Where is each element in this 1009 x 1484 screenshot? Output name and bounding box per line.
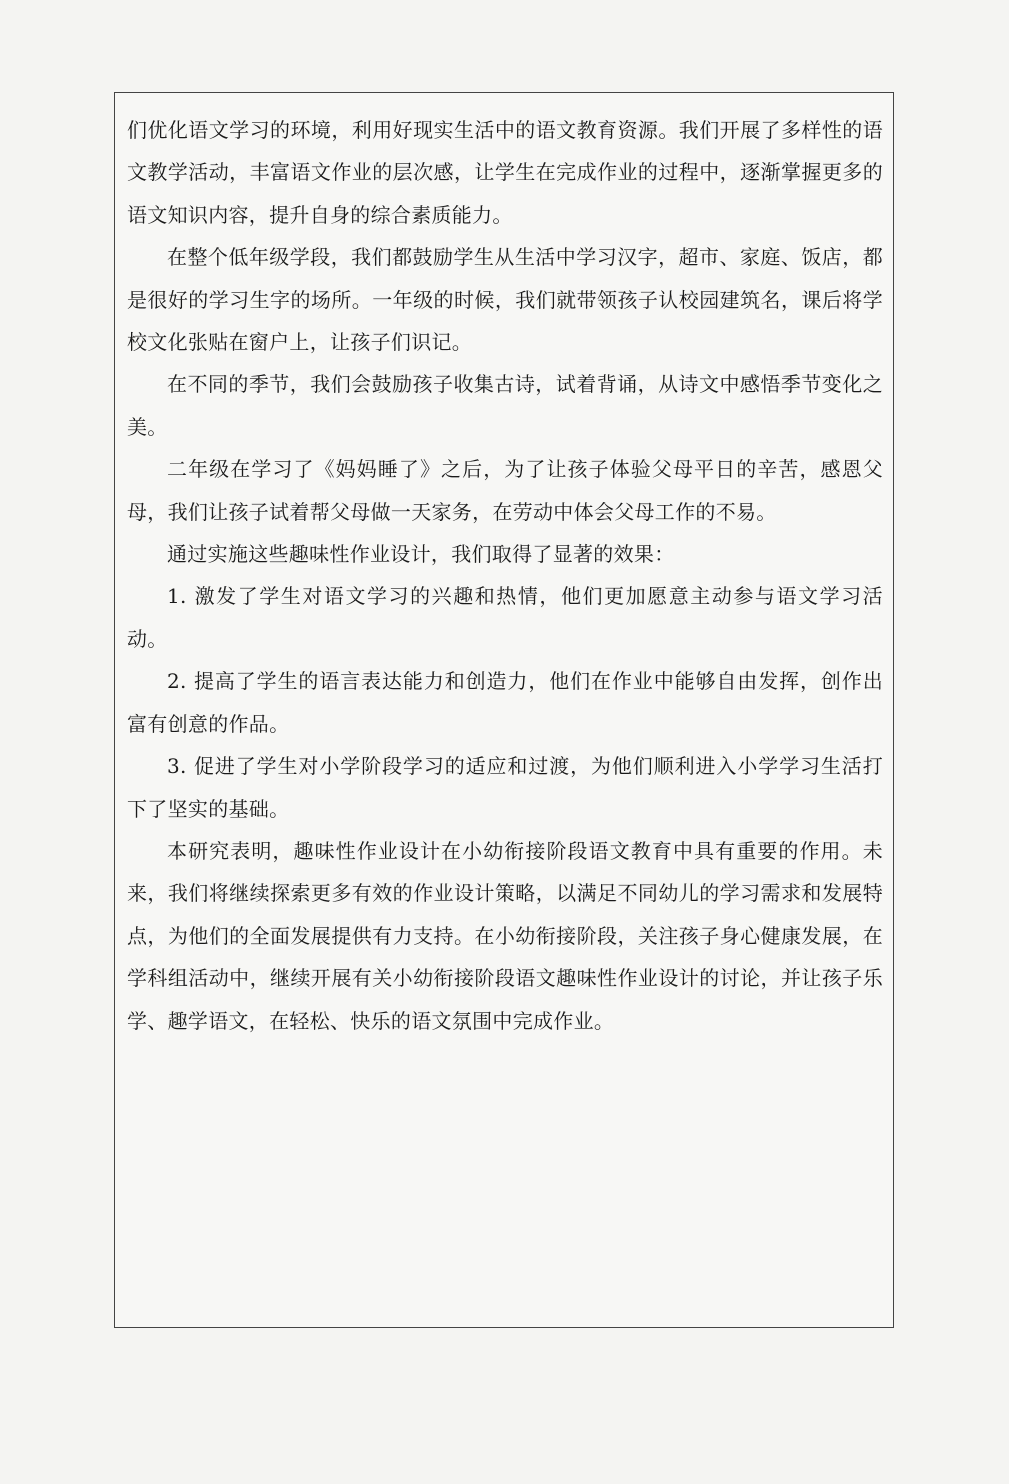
- paragraph-grade-two: 二年级在学习了《妈妈睡了》之后，为了让孩子体验父母平日的辛苦，感恩父母，我们让孩子试着帮父母做一天家务，在劳动中体会父母工作的不易。: [127, 457, 883, 524]
- list-item-effect-1: 1. 激发了学生对语文学习的兴趣和热情，他们更加愿意主动参与语文学习活动。: [127, 584, 883, 651]
- list-item-effect-3: 3. 促进了学生对小学阶段学习的适应和过渡，为他们顺利进入小学学习生活打下了坚实的基础。: [127, 754, 883, 821]
- paragraph-hanzi-learning: 在整个低年级学段，我们都鼓励学生从生活中学习汉字，超市、家庭、饭店，都是很好的学习生字的场所。一年级的时候，我们就带领孩子认校园建筑名，课后将学校文化张贴在窗户上，让孩子们识记。: [127, 245, 883, 355]
- document-body: [127, 109, 883, 1042]
- paragraph-seasons: 在不同的季节，我们会鼓励孩子收集古诗，试着背诵，从诗文中感悟季节变化之美。: [127, 372, 883, 439]
- list-item-effect-2: 2. 提高了学生的语言表达能力和创造力，他们在作业中能够自由发挥，创作出富有创意的作品。: [127, 669, 883, 736]
- paragraph-conclusion: 本研究表明，趣味性作业设计在小幼衔接阶段语文教育中具有重要的作用。未来，我们将继续探索更多有效的作业设计策略，以满足不同幼儿的学习需求和发展特点，为他们的全面发展提供有力支持。在小幼衔接阶段，关注孩子身心健康发展，在学科组活动中，继续开展有关小幼衔接阶段语文趣味性作业设计的讨论，并让孩子乐学、趣学语文，在轻松、快乐的语文氛围中完成作业。: [127, 838, 883, 1033]
- paragraph-continuation: 们优化语文学习的环境，利用好现实生活中的语文教育资源。我们开展了多样性的语文教学活动，丰富语文作业的层次感，让学生在完成作业的过程中，逐渐掌握更多的语文知识内容，提升自身的综合素质能力。: [127, 118, 883, 227]
- page-frame: [114, 92, 894, 1328]
- paragraph-effects-intro: 通过实施这些趣味性作业设计，我们取得了显著的效果：: [167, 542, 675, 567]
